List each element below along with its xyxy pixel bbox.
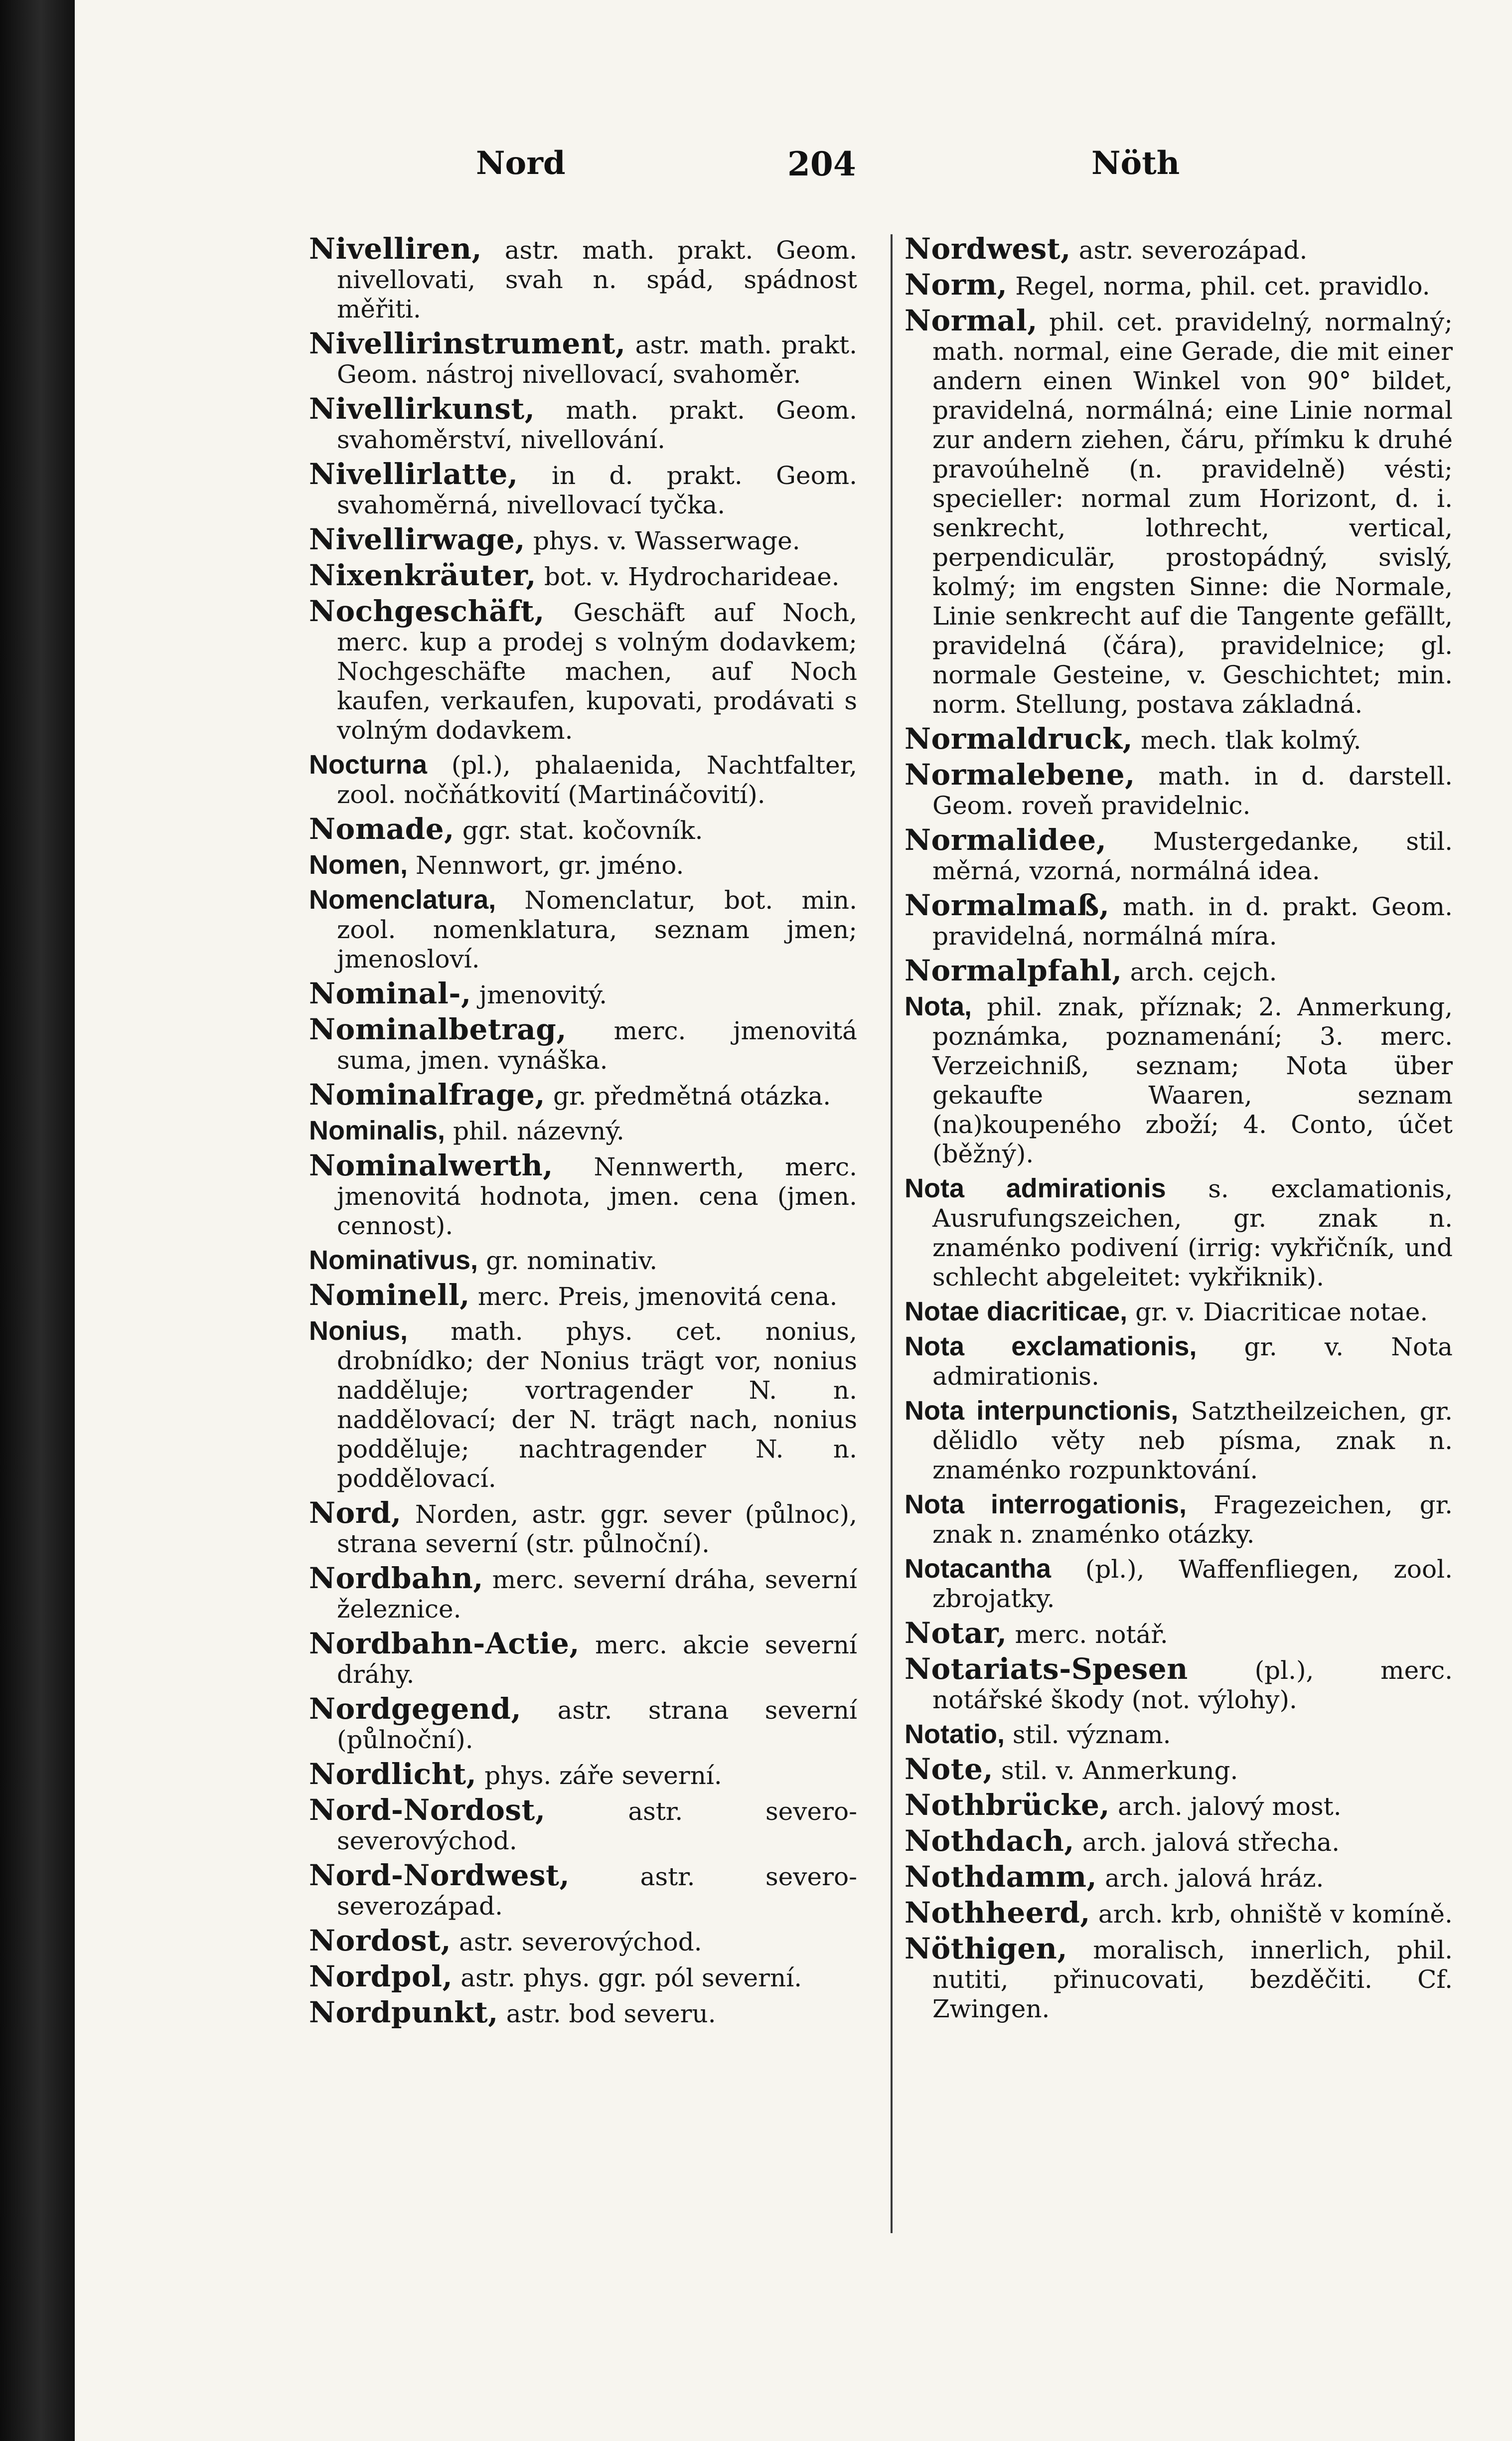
headword: Nota,: [905, 991, 972, 1021]
dictionary-entry: [309, 1012, 857, 1075]
headword: Nivelliren,: [309, 232, 482, 266]
headword: Nivellirlatte,: [309, 457, 518, 491]
guide-word-left: Nord: [476, 145, 566, 182]
dictionary-entry: [309, 326, 857, 389]
headword: Normalidee,: [905, 823, 1107, 857]
headword: Nomen,: [309, 850, 408, 880]
definition: phil. názevný.: [453, 1117, 624, 1145]
headword: Nocturna: [309, 750, 428, 780]
definition: astr. phys. ggr. pól severní.: [460, 1963, 802, 1992]
headword: Nota exclamationis,: [905, 1331, 1197, 1361]
headword: Nivellirinstrument,: [309, 326, 626, 360]
headword: Nothdamm,: [905, 1860, 1097, 1894]
definition: astr. severozápad.: [1078, 236, 1308, 265]
dictionary-entry: [905, 956, 1453, 987]
headword: Nordwest,: [905, 232, 1071, 266]
dictionary-entry: [309, 885, 857, 974]
definition: merc. severní dráha, severní železnice.: [337, 1565, 857, 1624]
dictionary-entry: [905, 1332, 1453, 1391]
dictionary-entry: [309, 1959, 857, 1993]
definition: ggr. stat. kočovník.: [462, 816, 703, 845]
dictionary-entry: [309, 1148, 857, 1241]
column-divider: [891, 234, 893, 2233]
dictionary-entry: [905, 1720, 1453, 1750]
dictionary-entry: [309, 976, 857, 1010]
headword: Normal,: [905, 304, 1038, 337]
dictionary-entry: [309, 594, 857, 745]
definition: gr. nominativ.: [485, 1246, 658, 1275]
dictionary-entry: [309, 1116, 857, 1146]
dictionary-entry: [905, 270, 1453, 301]
definition: arch. krb, ohniště v komíně.: [1098, 1900, 1453, 1929]
headword: Nordpunkt,: [309, 1995, 498, 2029]
headword: Nordbahn,: [309, 1561, 483, 1595]
definition: astr. strana severní (půlnoční).: [337, 1696, 857, 1754]
dictionary-entry: [905, 1654, 1453, 1715]
definition: phil. znak, příznak; 2. Anmerkung, poznámka, poznamenání; 3. merc. Verzeichniß, seznam; Nota über gekaufte Waaren, seznam (na)koupeného zboží; 4. Conto, účet (běžný).: [932, 992, 1453, 1168]
headword: Normalebene,: [905, 758, 1135, 792]
definition: astr. math. prakt. Geom. nivellovati, svah n. spád, spádnost měřiti.: [337, 236, 857, 324]
dictionary-entry: [905, 1396, 1453, 1485]
dictionary-entry: [905, 1490, 1453, 1549]
dictionary-entry: [309, 457, 857, 520]
dictionary-entry: [309, 558, 857, 592]
dictionary-entry: [309, 750, 857, 810]
page-binding-edge: [0, 0, 75, 2441]
definition: gr. předmětná otázka.: [553, 1082, 831, 1111]
definition: mech. tlak kolmý.: [1141, 726, 1361, 755]
definition: stil. význam.: [1012, 1720, 1171, 1749]
right-column: [905, 234, 1453, 2029]
headword: Nordost,: [309, 1924, 452, 1957]
definition: astr. severo-severozápad.: [337, 1862, 857, 1921]
dictionary-entry: [309, 1561, 857, 1624]
headword: Nordpol,: [309, 1959, 453, 1993]
headword: Normaldruck,: [905, 722, 1133, 756]
dictionary-entry: [905, 760, 1453, 820]
dictionary-entry: [905, 234, 1453, 265]
headword: Notae diacriticae,: [905, 1297, 1128, 1326]
dictionary-entry: [905, 1934, 1453, 2024]
dictionary-entry: [905, 1297, 1453, 1327]
definition: gr. v. Nota admirationis.: [932, 1332, 1453, 1391]
headword: Notatio,: [905, 1719, 1005, 1749]
dictionary-entry: [905, 1752, 1453, 1786]
definition: math. prakt. Geom. svahoměrství, nivellování.: [337, 396, 857, 454]
headword: Nominal-,: [309, 976, 471, 1010]
definition: Nennwort, gr. jméno.: [415, 851, 684, 880]
headword: Notacantha: [905, 1554, 1052, 1584]
headword: Nota interrogationis,: [905, 1489, 1187, 1519]
dictionary-page: [75, 0, 1512, 2441]
headword: Nothbrücke,: [905, 1788, 1110, 1822]
dictionary-entry: [905, 724, 1453, 755]
headword: Nochgeschäft,: [309, 594, 545, 628]
definition: s. exclamationis, Ausrufungszeichen, gr. znak n. znaménko podivení (irrig: vykřičník, und schlecht abgeleitet: vykřiknik).: [932, 1174, 1453, 1292]
dictionary-entry: [309, 1858, 857, 1921]
headword: Nominalis,: [309, 1116, 446, 1145]
definition: Nennwerth, merc. jmenovitá hodnota, jmen. cena (jmen. cennost).: [337, 1152, 857, 1240]
definition: astr. math. prakt. Geom. nástroj nivellovací, svahoměr.: [337, 330, 857, 389]
definition: math. in d. darstell. Geom. roveň pravidelnic.: [932, 762, 1453, 820]
definition: arch. jalový most.: [1117, 1792, 1342, 1821]
headword: Nothdach,: [905, 1824, 1074, 1858]
dictionary-entry: [309, 1757, 857, 1791]
headword: Nordlicht,: [309, 1757, 477, 1791]
headword: Nominell,: [309, 1278, 470, 1312]
definition: merc. notář.: [1015, 1620, 1168, 1649]
definition: Geschäft auf Noch, merc. kup a prodej s volným dodavkem; Nochgeschäfte machen, auf Noch kaufen, verkaufen, kupovati, prodávati s volným dodavkem.: [337, 598, 857, 745]
dictionary-entry: [309, 814, 857, 845]
definition: Mustergedanke, stil. měrná, vzorná, normálná idea.: [932, 827, 1453, 885]
definition: Regel, norma, phil. cet. pravidlo.: [1015, 272, 1430, 301]
dictionary-entry: [905, 1898, 1453, 1929]
dictionary-entry: [905, 888, 1453, 951]
headword: Notariats-Spesen: [905, 1652, 1188, 1686]
dictionary-entry: [309, 1995, 857, 2029]
headword: Nominalbetrag,: [309, 1012, 567, 1046]
headword: Normalmaß,: [905, 888, 1110, 922]
dictionary-entry: [905, 992, 1453, 1169]
running-head: [75, 145, 1512, 204]
definition: Nomenclatur, bot. min. zool. nomenklatura, seznam jmen; jmenosloví.: [337, 886, 857, 974]
headword: Nord,: [309, 1496, 402, 1530]
definition: arch. cejch.: [1130, 958, 1277, 986]
headword: Nordgegend,: [309, 1692, 522, 1726]
definition: astr. severo-severovýchod.: [337, 1797, 857, 1855]
dictionary-entry: [309, 234, 857, 324]
headword: Nordbahn-Actie,: [309, 1627, 580, 1660]
definition: arch. jalová hráz.: [1105, 1864, 1324, 1893]
headword: Note,: [905, 1752, 994, 1786]
headword: Nominalwerth,: [309, 1148, 553, 1182]
definition: gr. v. Diacriticae notae.: [1135, 1298, 1428, 1326]
definition: stil. v. Anmerkung.: [1001, 1756, 1238, 1785]
dictionary-entry: [309, 850, 857, 880]
definition: bot. v. Hydrocharideae.: [544, 562, 840, 591]
definition: Fragezeichen, gr. znak n. znaménko otázky.: [932, 1490, 1453, 1549]
dictionary-entry: [309, 1498, 857, 1559]
headword: Nonius,: [309, 1316, 408, 1346]
dictionary-entry: [309, 1795, 857, 1856]
dictionary-entry: [905, 1862, 1453, 1893]
definition: astr. severovýchod.: [459, 1928, 702, 1956]
dictionary-entry: [309, 394, 857, 455]
dictionary-entry: [309, 1694, 857, 1755]
dictionary-entry: [905, 1790, 1453, 1821]
dictionary-entry: [309, 1316, 857, 1493]
definition: merc. akcie severní dráhy.: [337, 1630, 857, 1689]
headword: Notar,: [905, 1616, 1007, 1650]
headword: Nivellirkunst,: [309, 392, 535, 426]
guide-word-right: Nöth: [1091, 145, 1180, 182]
definition: (pl.), Waffenfliegen, zool. zbrojatky.: [932, 1555, 1453, 1613]
definition: Norden, astr. ggr. sever (půlnoc), strana severní (str. půlnoční).: [337, 1500, 857, 1558]
headword: Nota admirationis: [905, 1173, 1166, 1203]
dictionary-entry: [905, 825, 1453, 886]
dictionary-entry: [309, 1080, 857, 1111]
dictionary-entry: [309, 1629, 857, 1689]
headword: Nomenclatura,: [309, 885, 496, 915]
dictionary-entry: [905, 1174, 1453, 1292]
definition: phil. cet. pravidelný, normalný; math. normal, eine Gerade, die mit einer andern einen Winkel von 90° bildet, pravidelná, normálná; eine Linie normal zur andern ziehen, čáru, přímku k druhé pravoúhelně (n. pravidelně) vésti; specieller: normal zum Horizont, d. i. senkrecht, lothrecht, vertical, perpendiculär, prostopádný, svislý, kolmý; im engsten Sinne: die Normale, Linie senkrecht auf die Tangente gefällt, pravidelná (čára), pravidelnice; gl. normale Gesteine, v. Geschichtet; min. norm. Stellung, postava základná.: [932, 308, 1453, 719]
headword: Nivellirwage,: [309, 522, 525, 556]
dictionary-entry: [309, 1278, 857, 1312]
dictionary-entry: [905, 1616, 1453, 1650]
dictionary-entry: [905, 1826, 1453, 1857]
headword: Nord-Nordost,: [309, 1793, 546, 1827]
headword: Normalpfahl,: [905, 954, 1122, 987]
headword: Norm,: [905, 268, 1008, 302]
definition: merc. Preis, jmenovitá cena.: [477, 1282, 838, 1311]
headword: Nixenkräuter,: [309, 558, 536, 592]
definition: (pl.), phalaenida, Nachtfalter, zool. nočňátkovití (Martináčovití).: [337, 751, 857, 809]
headword: Nord-Nordwest,: [309, 1858, 570, 1892]
definition: Satztheilzeichen, gr. dělidlo věty neb písma, znak n. znaménko rozpunktování.: [932, 1397, 1453, 1484]
definition: math. phys. cet. nonius, drobnídko; der Nonius trägt vor, nonius nadděluje; vortragender N. n. naddělovací; der N. trägt nach, nonius podděluje; nachtragender N. n. poddělovací.: [337, 1317, 857, 1493]
definition: (pl.), merc. notářské škody (not. výlohy).: [932, 1656, 1453, 1714]
dictionary-entry: [309, 522, 857, 556]
dictionary-entry: [905, 1554, 1453, 1614]
definition: jmenovitý.: [479, 980, 607, 1009]
definition: merc. jmenovitá suma, jmen. vynáška.: [337, 1016, 857, 1075]
headword: Nota interpunctionis,: [905, 1396, 1179, 1426]
definition: phys. v. Wasserwage.: [533, 526, 800, 555]
headword: Nothheerd,: [905, 1896, 1090, 1930]
headword: Nöthigen,: [905, 1932, 1068, 1965]
definition: arch. jalová střecha.: [1082, 1828, 1340, 1857]
headword: Nomade,: [309, 812, 454, 846]
left-column: [309, 234, 857, 2034]
headword: Nominativus,: [309, 1245, 478, 1275]
definition: in d. prakt. Geom. svahoměrná, nivellovací tyčka.: [337, 461, 857, 519]
definition: phys. záře severní.: [484, 1761, 722, 1790]
definition: moralisch, innerlich, phil. nutiti, přinucovati, bezděčiti. Cf. Zwingen.: [932, 1936, 1453, 2023]
dictionary-entry: [905, 306, 1453, 719]
dictionary-entry: [309, 1926, 857, 1957]
dictionary-entry: [309, 1246, 857, 1276]
definition: math. in d. prakt. Geom. pravidelná, normálná míra.: [932, 892, 1453, 951]
headword: Nominalfrage,: [309, 1078, 546, 1112]
page-number: 204: [787, 145, 856, 183]
definition: astr. bod severu.: [506, 1999, 716, 2028]
